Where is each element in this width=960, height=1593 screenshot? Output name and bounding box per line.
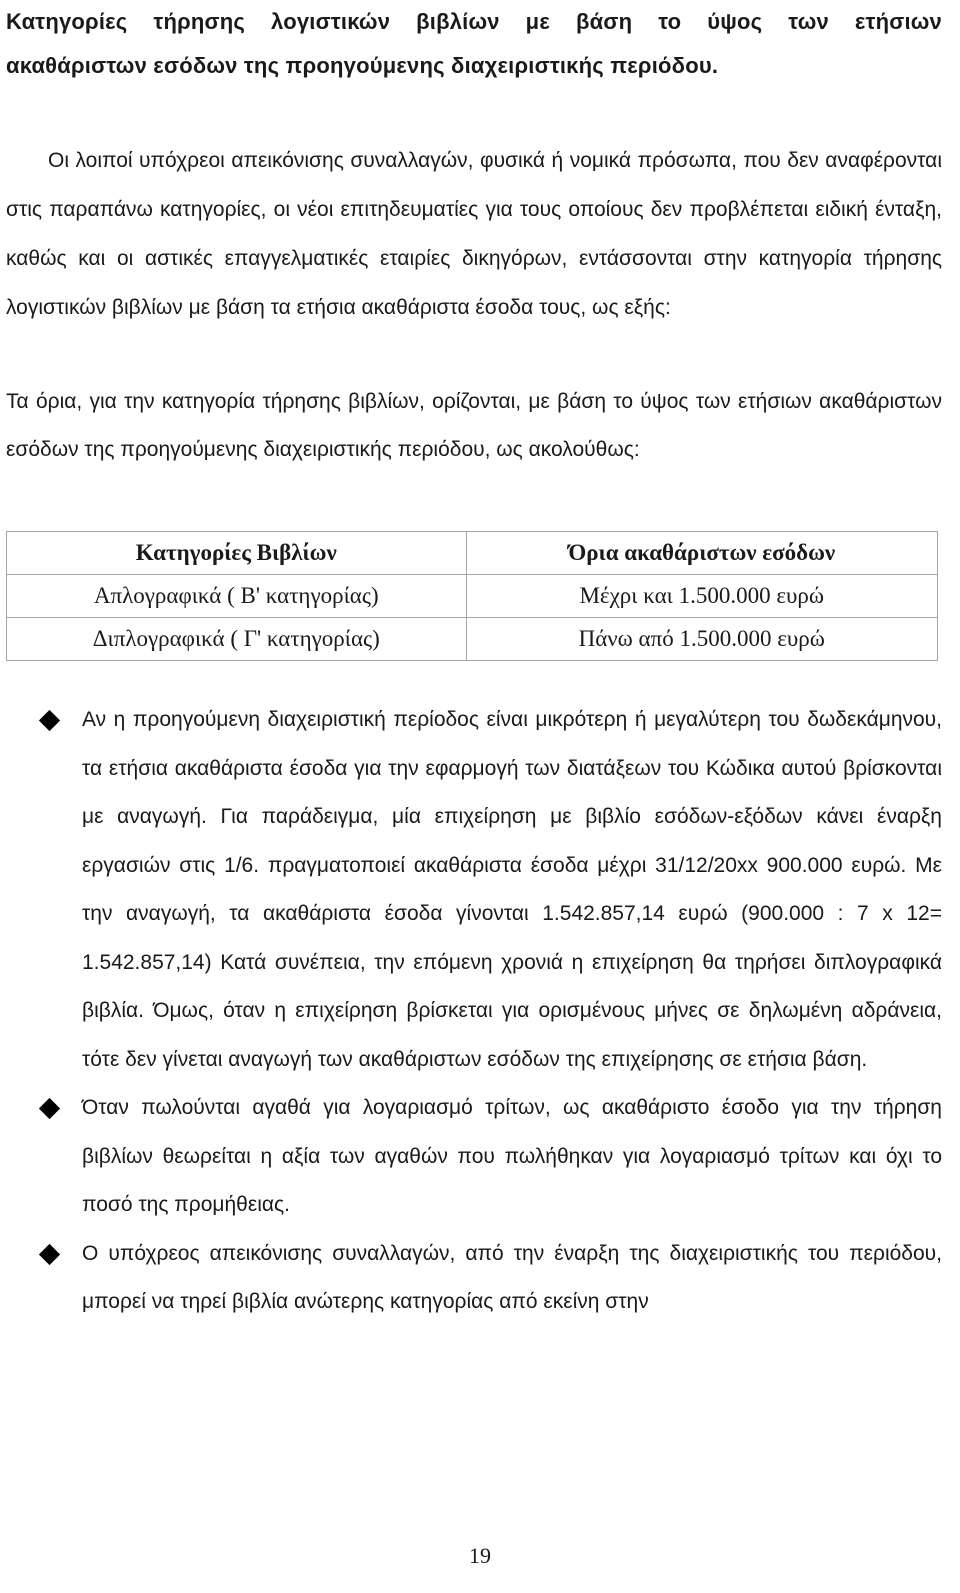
diamond-bullet-icon <box>39 710 60 731</box>
list-item-text: Αν η προηγούμενη διαχειριστική περίοδος είναι μικρότερη ή μεγαλύτερη του δωδεκάμηνου, τα ετήσια ακαθάριστα έσοδα για την εφαρμογή των διατάξεων του Κώδικα αυτού βρίσκονται με αναγωγή. Για παράδειγμα, μία επιχείρηση με βιβλίο εσόδων-εξόδων κάνει έναρξη εργασιών στις 1/6. πραγματοποιεί ακαθάριστα έσοδα μέχρι 31/12/20xx 900.000 ευρώ. Με την αναγωγή, τα ακαθάριστα έσοδα γίνονται 1.542.857,14 ευρώ (900.000 : 7 x 12= 1.542.857,14) Κατά συνέπεια, την επόμενη χρονιά η επιχείρηση θα τηρήσει διπλογραφικά βιβλία. Όμως, όταν η επιχείρηση βρίσκεται για ορισμένους μήνες σε δηλωμένη αδράνεια, τότε δεν γίνεται αναγωγή των ακαθάριστων εσόδων της επιχείρησης σε ετήσια βάση. <box>82 708 942 1071</box>
page-number: 19 <box>469 1543 491 1568</box>
intro-paragraph: Οι λοιποί υπόχρεοι απεικόνισης συναλλαγών, φυσικά ή νομικά πρόσωπα, που δεν αναφέρονται στις παραπάνω κατηγορίες, οι νέοι επιτηδευματίες για τους οποίους δεν προβλέπεται ειδική ένταξη, καθώς και οι αστικές επαγγελματικές εταιρίες δικηγόρων, εντάσσονται στην κατηγορία τήρησης λογιστικών βιβλίων με βάση τα ετήσια ακαθάριστα έσοδα τους, ως εξής: <box>6 149 942 319</box>
table-cell: Απλογραφικά ( Β' κατηγορίας) <box>7 575 467 618</box>
list-item-text: Όταν πωλούνται αγαθά για λογαριασμό τρίτων, ως ακαθάριστο έσοδο για την τήρηση βιβλίων θεωρείται η αξία των αγαθών που πωλήθηκαν για λογαριασμό τρίτων και όχι το ποσό της προμήθειας. <box>82 1096 942 1216</box>
table-header-cell: Κατηγορίες Βιβλίων <box>7 532 467 575</box>
section-heading-line-1: Κατηγορίες τήρησης λογιστικών βιβλίων με βάση το ύψος των ετήσιων <box>6 9 942 34</box>
diamond-bullet-icon <box>39 1098 60 1119</box>
table-header-cell: Όρια ακαθάριστων εσόδων <box>466 532 937 575</box>
limits-paragraph: Τα όρια, για την κατηγορία τήρησης βιβλίων, ορίζονται, με βάση το ύψος των ετήσιων ακαθάριστων εσόδων της προηγούμενης διαχειριστικής περιόδου, ως ακολούθως: <box>6 390 942 461</box>
table-row <box>7 618 938 661</box>
table-header-row <box>7 532 938 575</box>
bullet-list <box>40 696 942 1327</box>
book-categories-table <box>6 531 938 661</box>
list-item <box>40 1084 942 1230</box>
list-item <box>40 696 942 1084</box>
list-item <box>40 1230 942 1327</box>
section-heading <box>6 0 942 88</box>
list-item-text: Ο υπόχρεος απεικόνισης συναλλαγών, από την έναρξη της διαχειριστικής του περιόδου, μπορεί να τηρεί βιβλία ανώτερης κατηγορίας από εκείνη στην <box>82 1241 942 1313</box>
table-row <box>7 575 938 618</box>
table-cell: Μέχρι και 1.500.000 ευρώ <box>466 575 937 618</box>
table-cell: Διπλογραφικά ( Γ' κατηγορίας) <box>7 618 467 661</box>
table-cell: Πάνω από 1.500.000 ευρώ <box>466 618 937 661</box>
diamond-bullet-icon <box>39 1243 60 1264</box>
section-heading-line-2: ακαθάριστων εσόδων της προηγούμενης διαχειριστικής περιόδου. <box>6 53 719 78</box>
